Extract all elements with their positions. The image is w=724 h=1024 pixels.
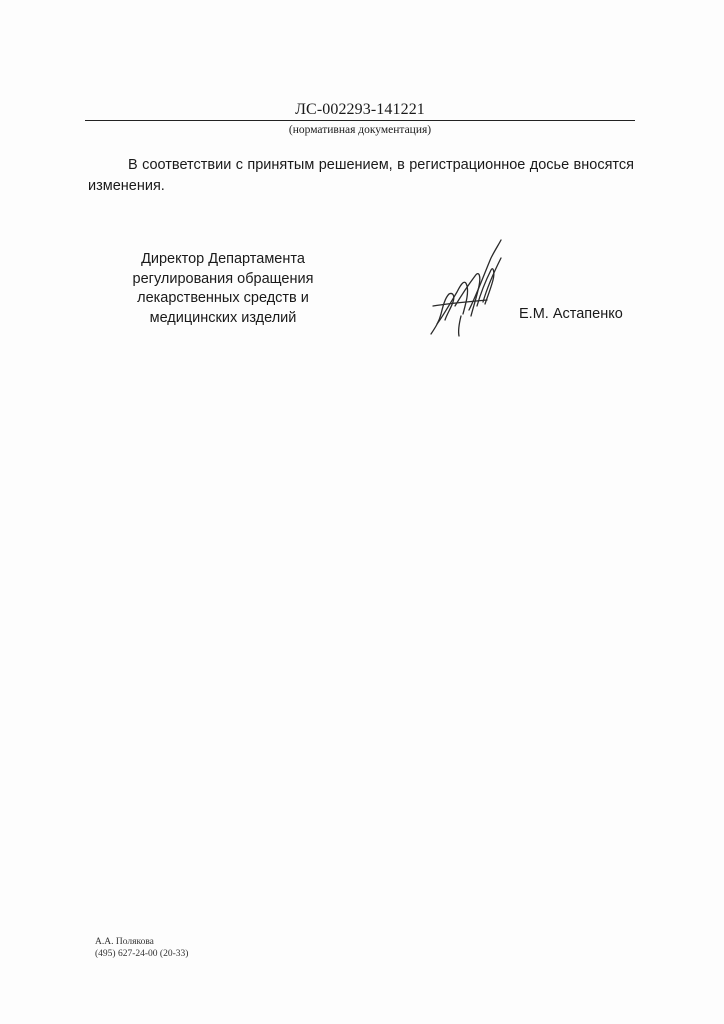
header-underline — [85, 120, 635, 121]
signer-position-line: лекарственных средств и — [137, 290, 309, 306]
signer-position-line: регулирования обращения — [132, 270, 314, 287]
body-paragraph: В соответствии с принятым решением, в регистрационное досье вносятся изменения. — [88, 157, 634, 194]
signer-position-line: Директор Департамента — [141, 251, 305, 267]
document-type-caption: (нормативная документация) — [288, 124, 432, 136]
executor-phone: (495) 627-24-00 (20-33) — [95, 949, 189, 959]
document-number: ЛС-002293-141221 — [295, 101, 425, 118]
signer-position-line: медицинских изделий — [149, 309, 297, 326]
handwritten-signature — [425, 236, 510, 341]
executor-name: А.А. Полякова — [95, 937, 154, 947]
signer-name: Е.М. Астапенко — [519, 306, 623, 322]
executor-info — [95, 936, 188, 960]
signer-position — [108, 250, 338, 328]
